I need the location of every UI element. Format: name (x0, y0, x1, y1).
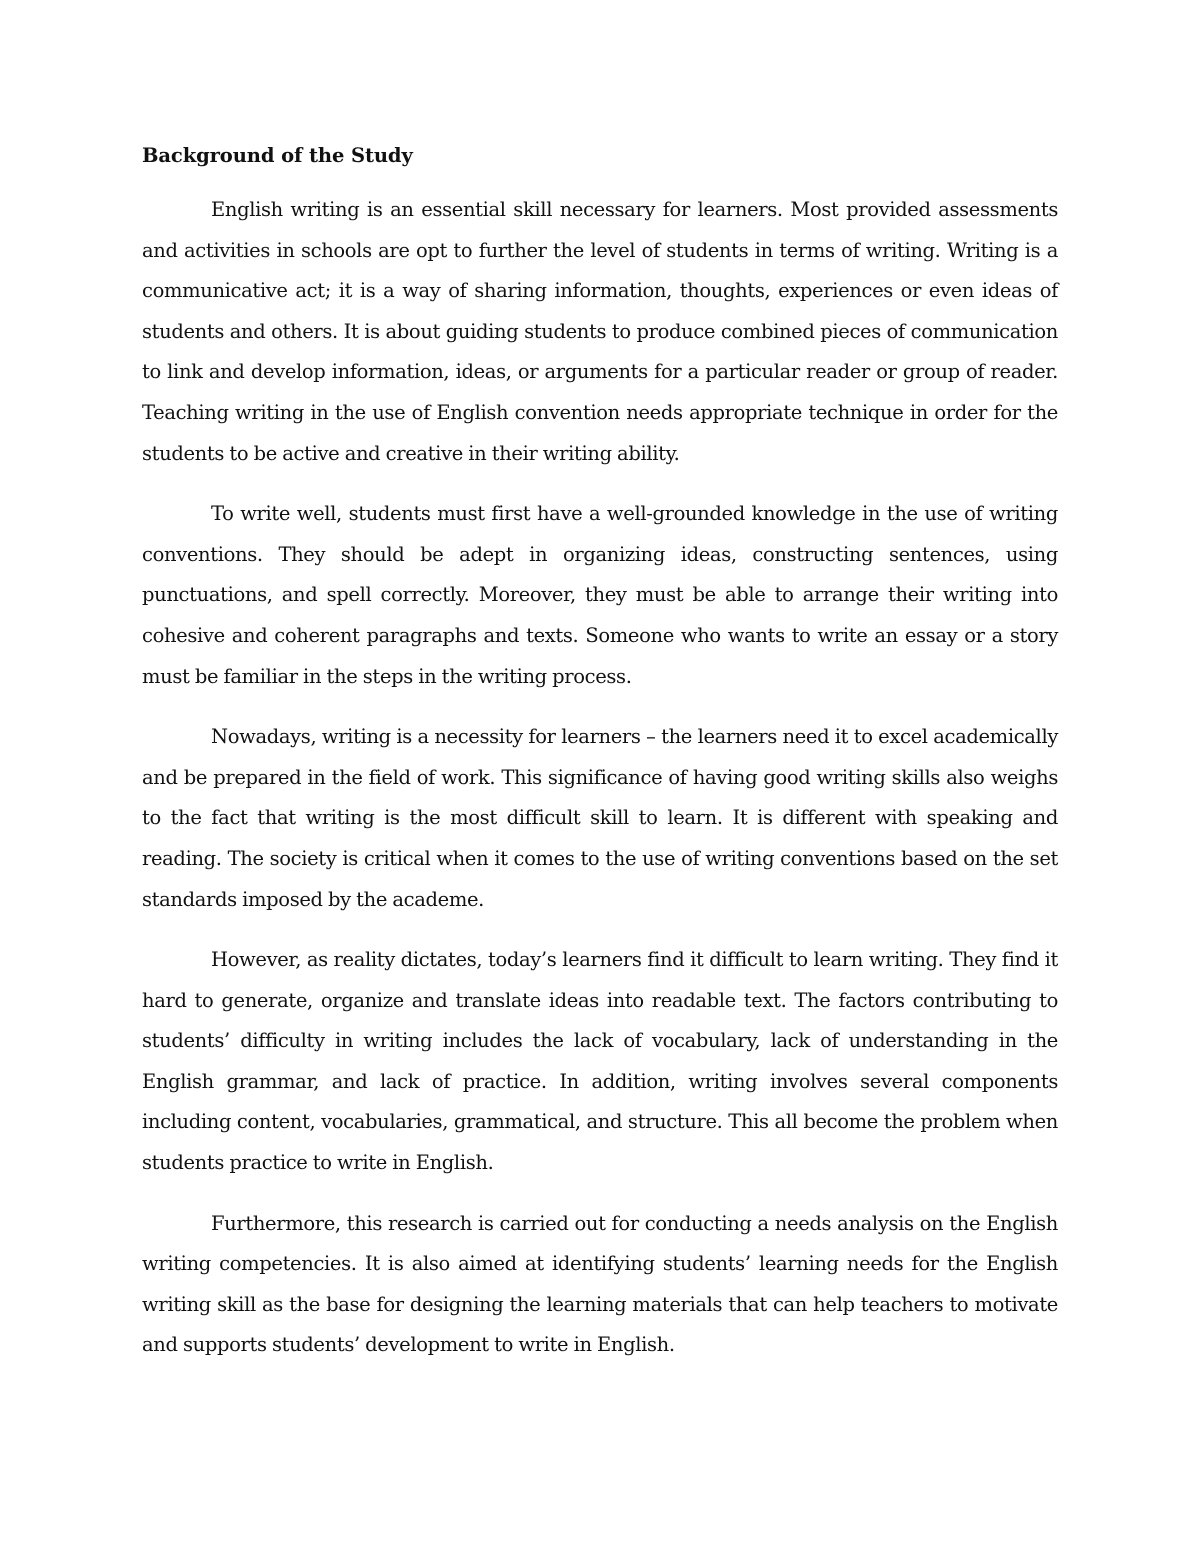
paragraph-3: Nowadays, writing is a necessity for learners – the learners need it to excel academically and be prepared in the field of work. This significance of having good writing skills also weighs to the fact that writing is the most difficult skill to learn. It is different with speaking and reading. The society is critical when it comes to the use of writing conventions based on the set standards imposed by the academe. (142, 725, 1058, 911)
document-body (142, 140, 1058, 1386)
section-heading: Background of the Study (142, 144, 413, 167)
paragraph-5: Furthermore, this research is carried out for conducting a needs analysis on the English writing competencies. It is also aimed at identifying students’ learning needs for the English writing skill as the base for designing the learning materials that can help teachers to motivate and supports students’ development to write in English. (142, 1211, 1058, 1357)
paragraph-1: English writing is an essential skill necessary for learners. Most provided assessments and activities in schools are opt to further the level of students in terms of writing. Writing is a communicative act; it is a way of sharing information, thoughts, experiences or even ideas of students and others. It is about guiding students to produce combined pieces of communication to link and develop information, ideas, or arguments for a particular reader or group of reader. Teaching writing in the use of English convention needs appropriate technique in order for the students to be active and creative in their writing ability. (142, 198, 1058, 465)
paragraph-2: To write well, students must first have a well-grounded knowledge in the use of writing conventions. They should be adept in organizing ideas, constructing sentences, using punctuations, and spell correctly. Moreover, they must be able to arrange their writing into cohesive and coherent paragraphs and texts. Someone who wants to write an essay or a story must be familiar in the steps in the writing process. (142, 502, 1058, 688)
paragraph-4: However, as reality dictates, today’s learners find it difficult to learn writing. They find it hard to generate, organize and translate ideas into readable text. The factors contributing to students’ difficulty in writing includes the lack of vocabulary, lack of understanding in the English grammar, and lack of practice. In addition, writing involves several components including content, vocabularies, grammatical, and structure. This all become the problem when students practice to write in English. (142, 948, 1058, 1175)
